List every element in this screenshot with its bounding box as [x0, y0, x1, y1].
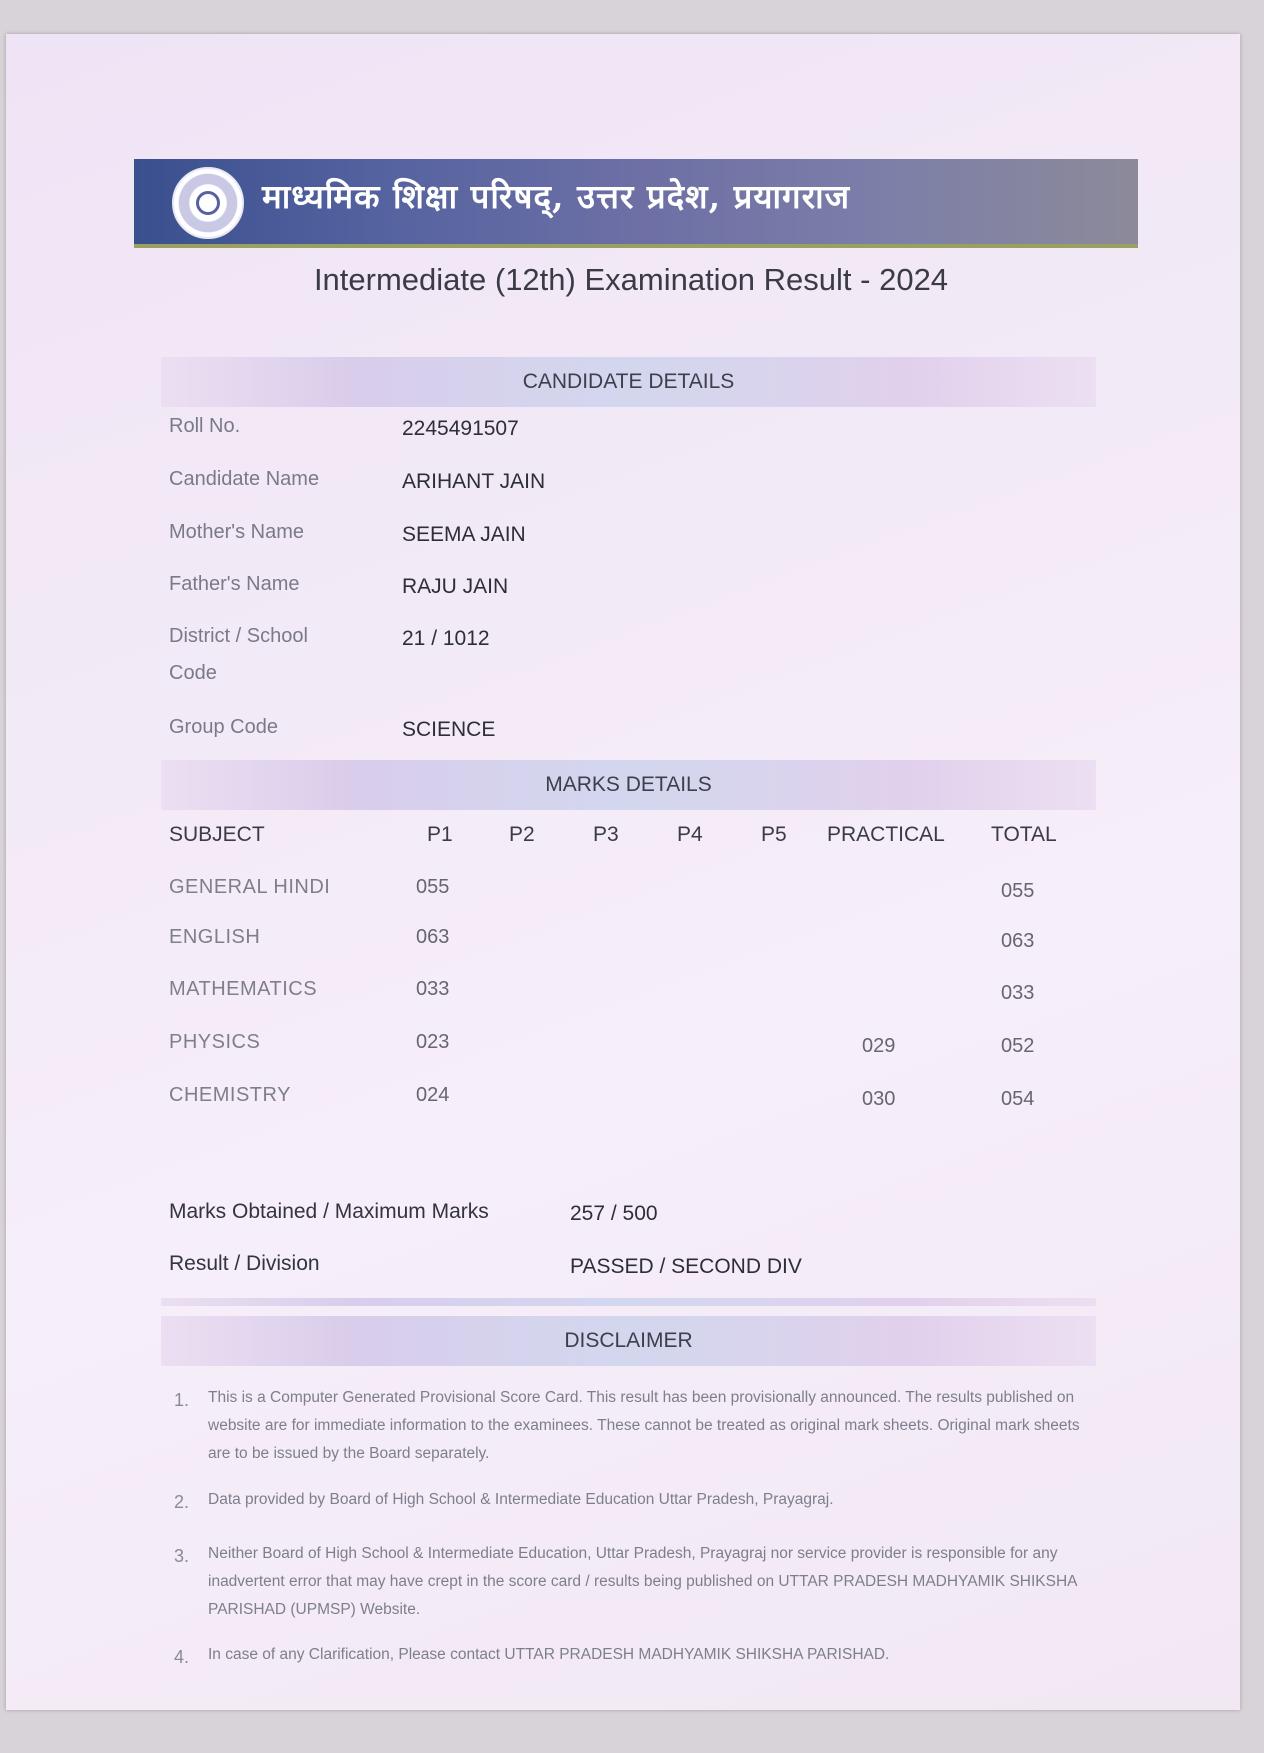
- column-header-p5: P5: [761, 823, 787, 846]
- mother-name-label: Mother's Name: [169, 521, 304, 543]
- column-header-practical: PRACTICAL: [827, 823, 945, 846]
- disclaimer-number: 3.: [174, 1546, 190, 1566]
- marks-details-heading: MARKS DETAILS: [161, 760, 1096, 810]
- total-mark: 054: [1001, 1088, 1035, 1110]
- p1-mark: 055: [416, 876, 450, 898]
- practical-mark: 030: [862, 1088, 896, 1110]
- column-header-p2: P2: [509, 823, 535, 846]
- result-division-value: PASSED / SECOND DIV: [570, 1255, 802, 1278]
- subject-name: PHYSICS: [169, 1031, 261, 1053]
- p1-mark: 063: [416, 926, 450, 948]
- disclaimer-text: Neither Board of High School & Intermediate Education, Uttar Pradesh, Prayagraj nor service provider is responsible for any inadvertent error that may have crept in the score card / results being published on UTTAR PRADESH MADHYAMIK SHIKSHA PARISHAD (UPMSP) Website.: [208, 1545, 1077, 1618]
- p1-mark: 024: [416, 1084, 450, 1106]
- candidate-details-heading: CANDIDATE DETAILS: [161, 357, 1096, 407]
- roll-no-value: 2245491507: [402, 417, 519, 440]
- candidate-name-value: ARIHANT JAIN: [402, 470, 546, 493]
- column-header-p4: P4: [677, 823, 703, 846]
- column-header-p3: P3: [593, 823, 619, 846]
- disclaimer-number: 1.: [174, 1390, 190, 1410]
- result-division-label: Result / Division: [169, 1252, 320, 1275]
- disclaimer-text: Data provided by Board of High School & Intermediate Education Uttar Pradesh, Prayagraj.: [208, 1491, 834, 1508]
- group-code-label: Group Code: [169, 716, 278, 738]
- subject-name: CHEMISTRY: [169, 1084, 291, 1106]
- board-emblem-icon: [172, 167, 244, 239]
- total-mark: 052: [1001, 1035, 1035, 1057]
- divider-stripe: [161, 1298, 1096, 1306]
- disclaimer-heading: DISCLAIMER: [161, 1316, 1096, 1366]
- p1-mark: 033: [416, 978, 450, 1000]
- subject-name: GENERAL HINDI: [169, 876, 331, 898]
- marks-obtained-label: Marks Obtained / Maximum Marks: [169, 1200, 489, 1223]
- board-header-banner: [134, 159, 1138, 248]
- subject-name: ENGLISH: [169, 926, 261, 948]
- disclaimer-number: 4.: [174, 1647, 190, 1667]
- page-title: Intermediate (12th) Examination Result - 2024: [313, 262, 949, 297]
- disclaimer-text: In case of any Clarification, Please contact UTTAR PRADESH MADHYAMIK SHIKSHA PARISHAD.: [208, 1646, 890, 1663]
- p1-mark: 023: [416, 1031, 450, 1053]
- district-school-code-value: 21 / 1012: [402, 627, 490, 650]
- score-card-sheet: [6, 34, 1240, 1710]
- candidate-name-label: Candidate Name: [169, 468, 320, 490]
- father-name-label: Father's Name: [169, 573, 300, 595]
- total-mark: 055: [1001, 880, 1035, 902]
- board-name: माध्यमिक शिक्षा परिषद्, उत्तर प्रदेश, प्रयागराज: [262, 177, 851, 216]
- total-mark: 033: [1001, 982, 1035, 1004]
- mother-name-value: SEEMA JAIN: [402, 523, 526, 546]
- column-header-p1: P1: [427, 823, 453, 846]
- column-header-subject: SUBJECT: [169, 823, 265, 846]
- total-mark: 063: [1001, 930, 1035, 952]
- practical-mark: 029: [862, 1035, 896, 1057]
- disclaimer-number: 2.: [174, 1492, 190, 1512]
- marks-obtained-value: 257 / 500: [570, 1202, 658, 1225]
- group-code-value: SCIENCE: [402, 718, 496, 741]
- roll-no-label: Roll No.: [169, 415, 241, 437]
- subject-name: MATHEMATICS: [169, 978, 318, 1000]
- disclaimer-text: This is a Computer Generated Provisional Score Card. This result has been provisionally announced. The results published on website are for immediate information to the examinees. These cannot be treated as original mark sheets. Original mark sheets are to be issued by the Board separately.: [208, 1389, 1080, 1462]
- father-name-value: RAJU JAIN: [402, 575, 509, 598]
- district-school-code-label: District / School Code: [169, 625, 308, 684]
- column-header-total: TOTAL: [991, 823, 1057, 846]
